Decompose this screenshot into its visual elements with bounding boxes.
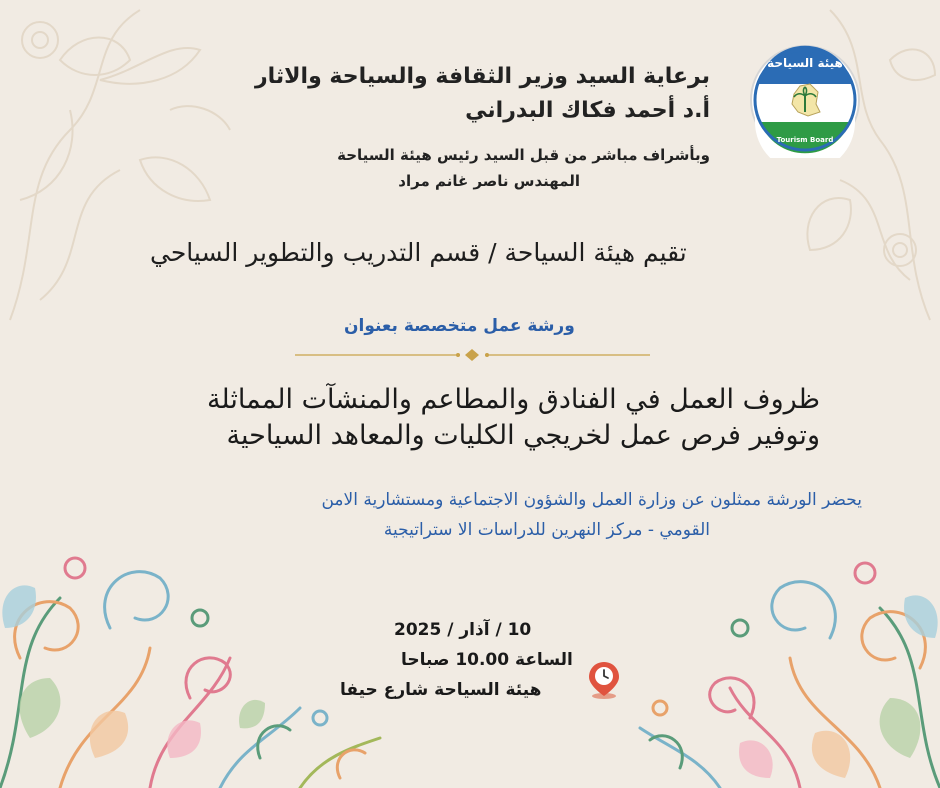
floral-ornament-top-left [0,0,260,330]
event-time: الساعة 10.00 صباحا [401,650,573,670]
logo-english-text: Tourism Board [776,136,834,144]
workshop-title-line-1: ظروف العمل في الفنادق والمطاعم والمنشآت المماثلة [206,384,820,415]
gold-divider [295,348,650,362]
location-clock-pin-icon [586,660,622,700]
event-date: 10 / آذار / 2025 [394,620,532,640]
floral-ornament-bottom-left [0,508,420,788]
organizer-line: تقيم هيئة السياحة / قسم التدريب والتطوير السياحي [150,238,687,267]
floral-ornament-bottom-right [600,528,940,788]
attendees-line-1: يحضر الورشة ممثلون عن وزارة العمل والشؤون الاجتماعية ومستشارية الامن [321,490,862,510]
supervision-line: وبأشراف مباشر من قبل السيد رئيس هيئة السياحة [337,146,710,164]
workshop-label: ورشة عمل متخصصة بعنوان [344,316,575,336]
minister-name: أ.د أحمد فكاك البدراني [465,98,710,123]
attendees-line-2: القومي - مركز النهرين للدراسات الا ستراتيجية [383,520,710,540]
workshop-title-line-2: وتوفير فرص عمل لخريجي الكليات والمعاهد السياحية [226,420,820,451]
logo-arabic-text: هيئة السياحة [767,56,843,70]
engineer-name: المهندس ناصر غانم مراد [398,172,580,190]
event-location: هيئة السياحة شارع حيفا [340,680,542,700]
patron-line: برعاية السيد وزير الثقافة والسياحة والاثار [254,64,710,89]
tourism-board-logo [750,42,860,158]
